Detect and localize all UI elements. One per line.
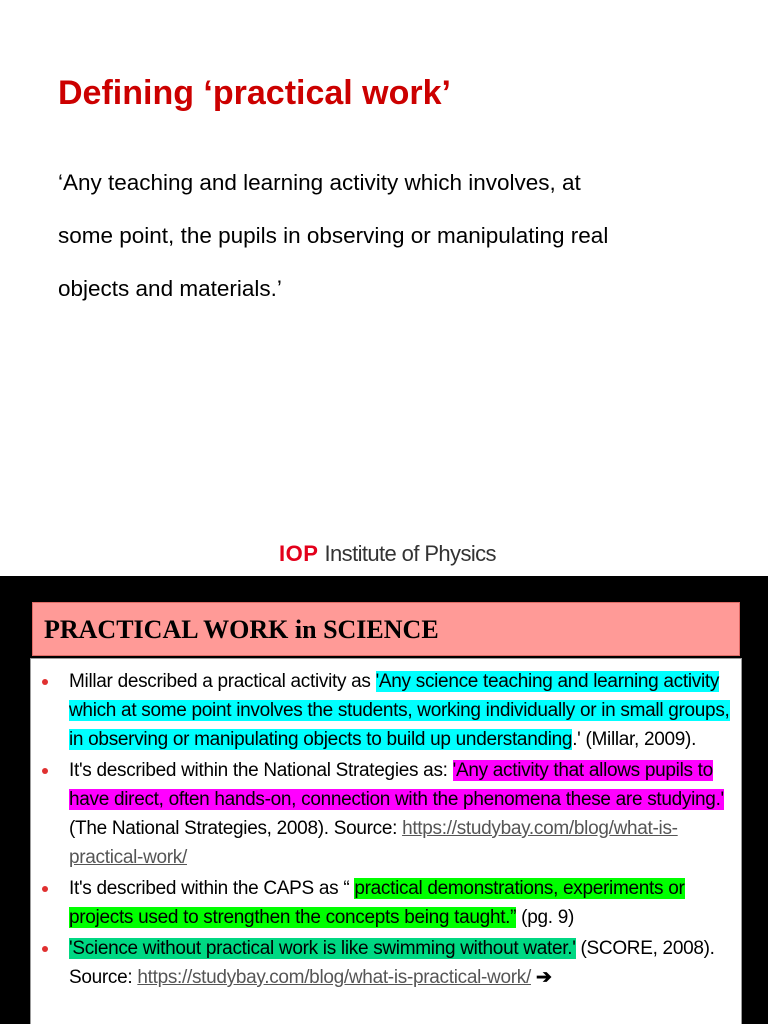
bullet-list	[31, 659, 741, 992]
slide1-title: Defining ‘practical work’	[58, 74, 451, 112]
quote-line: some point, the pupils in observing or manipulating real	[58, 223, 609, 248]
highlighted-quote: practical demonstrations, experiments or projects used to strengthen the concepts being taught.”	[69, 878, 685, 928]
source-link[interactable]: https://studybay.com/blog/what-is-practical-work/	[69, 818, 678, 868]
bullet-text: It's described within the National Strategies as:	[69, 760, 453, 781]
bullet-text: Millar described a practical activity as	[69, 671, 376, 692]
bullet-caps	[31, 874, 731, 932]
bullet-text: (pg. 9)	[516, 907, 574, 928]
bullet-dot-icon	[42, 768, 48, 774]
iop-logo-mark: IOP	[279, 541, 319, 566]
iop-logo-name: Institute of Physics	[324, 541, 496, 566]
bullet-text: (The National Strategies, 2008). Source:	[69, 818, 403, 839]
highlighted-quote: 'Any science teaching and learning activity which at some point involves the students, working individually or in small groups, in observing or manipulating objects to build up understanding	[69, 671, 730, 750]
slide2-title: PRACTICAL WORK in SCIENCE	[44, 615, 439, 644]
iop-logo	[279, 540, 496, 568]
bullet-dot-icon	[42, 679, 48, 685]
arrow-right-icon: ➔	[535, 967, 552, 988]
bullet-text: It's described within the CAPS as “	[69, 878, 355, 899]
definition-quote	[58, 156, 738, 315]
bullet-national-strategies	[31, 756, 731, 872]
highlighted-quote: 'Any activity that allows pupils to have direct, often hands-on, connection with the phenomena these are studying.'	[69, 760, 724, 810]
slide2-content-box	[30, 658, 742, 1024]
bullet-millar	[31, 667, 731, 754]
bullet-text: (SCORE, 2008). Source:	[69, 938, 715, 988]
bullet-text: .' (Millar, 2009).	[572, 729, 697, 750]
bullet-score	[31, 934, 731, 992]
slide2-title-bar	[32, 602, 740, 656]
slide-practical-work-in-science	[0, 576, 768, 1024]
quote-line: objects and materials.’	[58, 276, 282, 301]
bullet-dot-icon	[42, 946, 48, 952]
quote-line: ‘Any teaching and learning activity which involves, at	[58, 170, 581, 195]
bullet-dot-icon	[42, 886, 48, 892]
source-link[interactable]: https://studybay.com/blog/what-is-practical-work/	[137, 967, 531, 988]
highlighted-quote: 'Science without practical work is like swimming without water.'	[69, 938, 576, 959]
